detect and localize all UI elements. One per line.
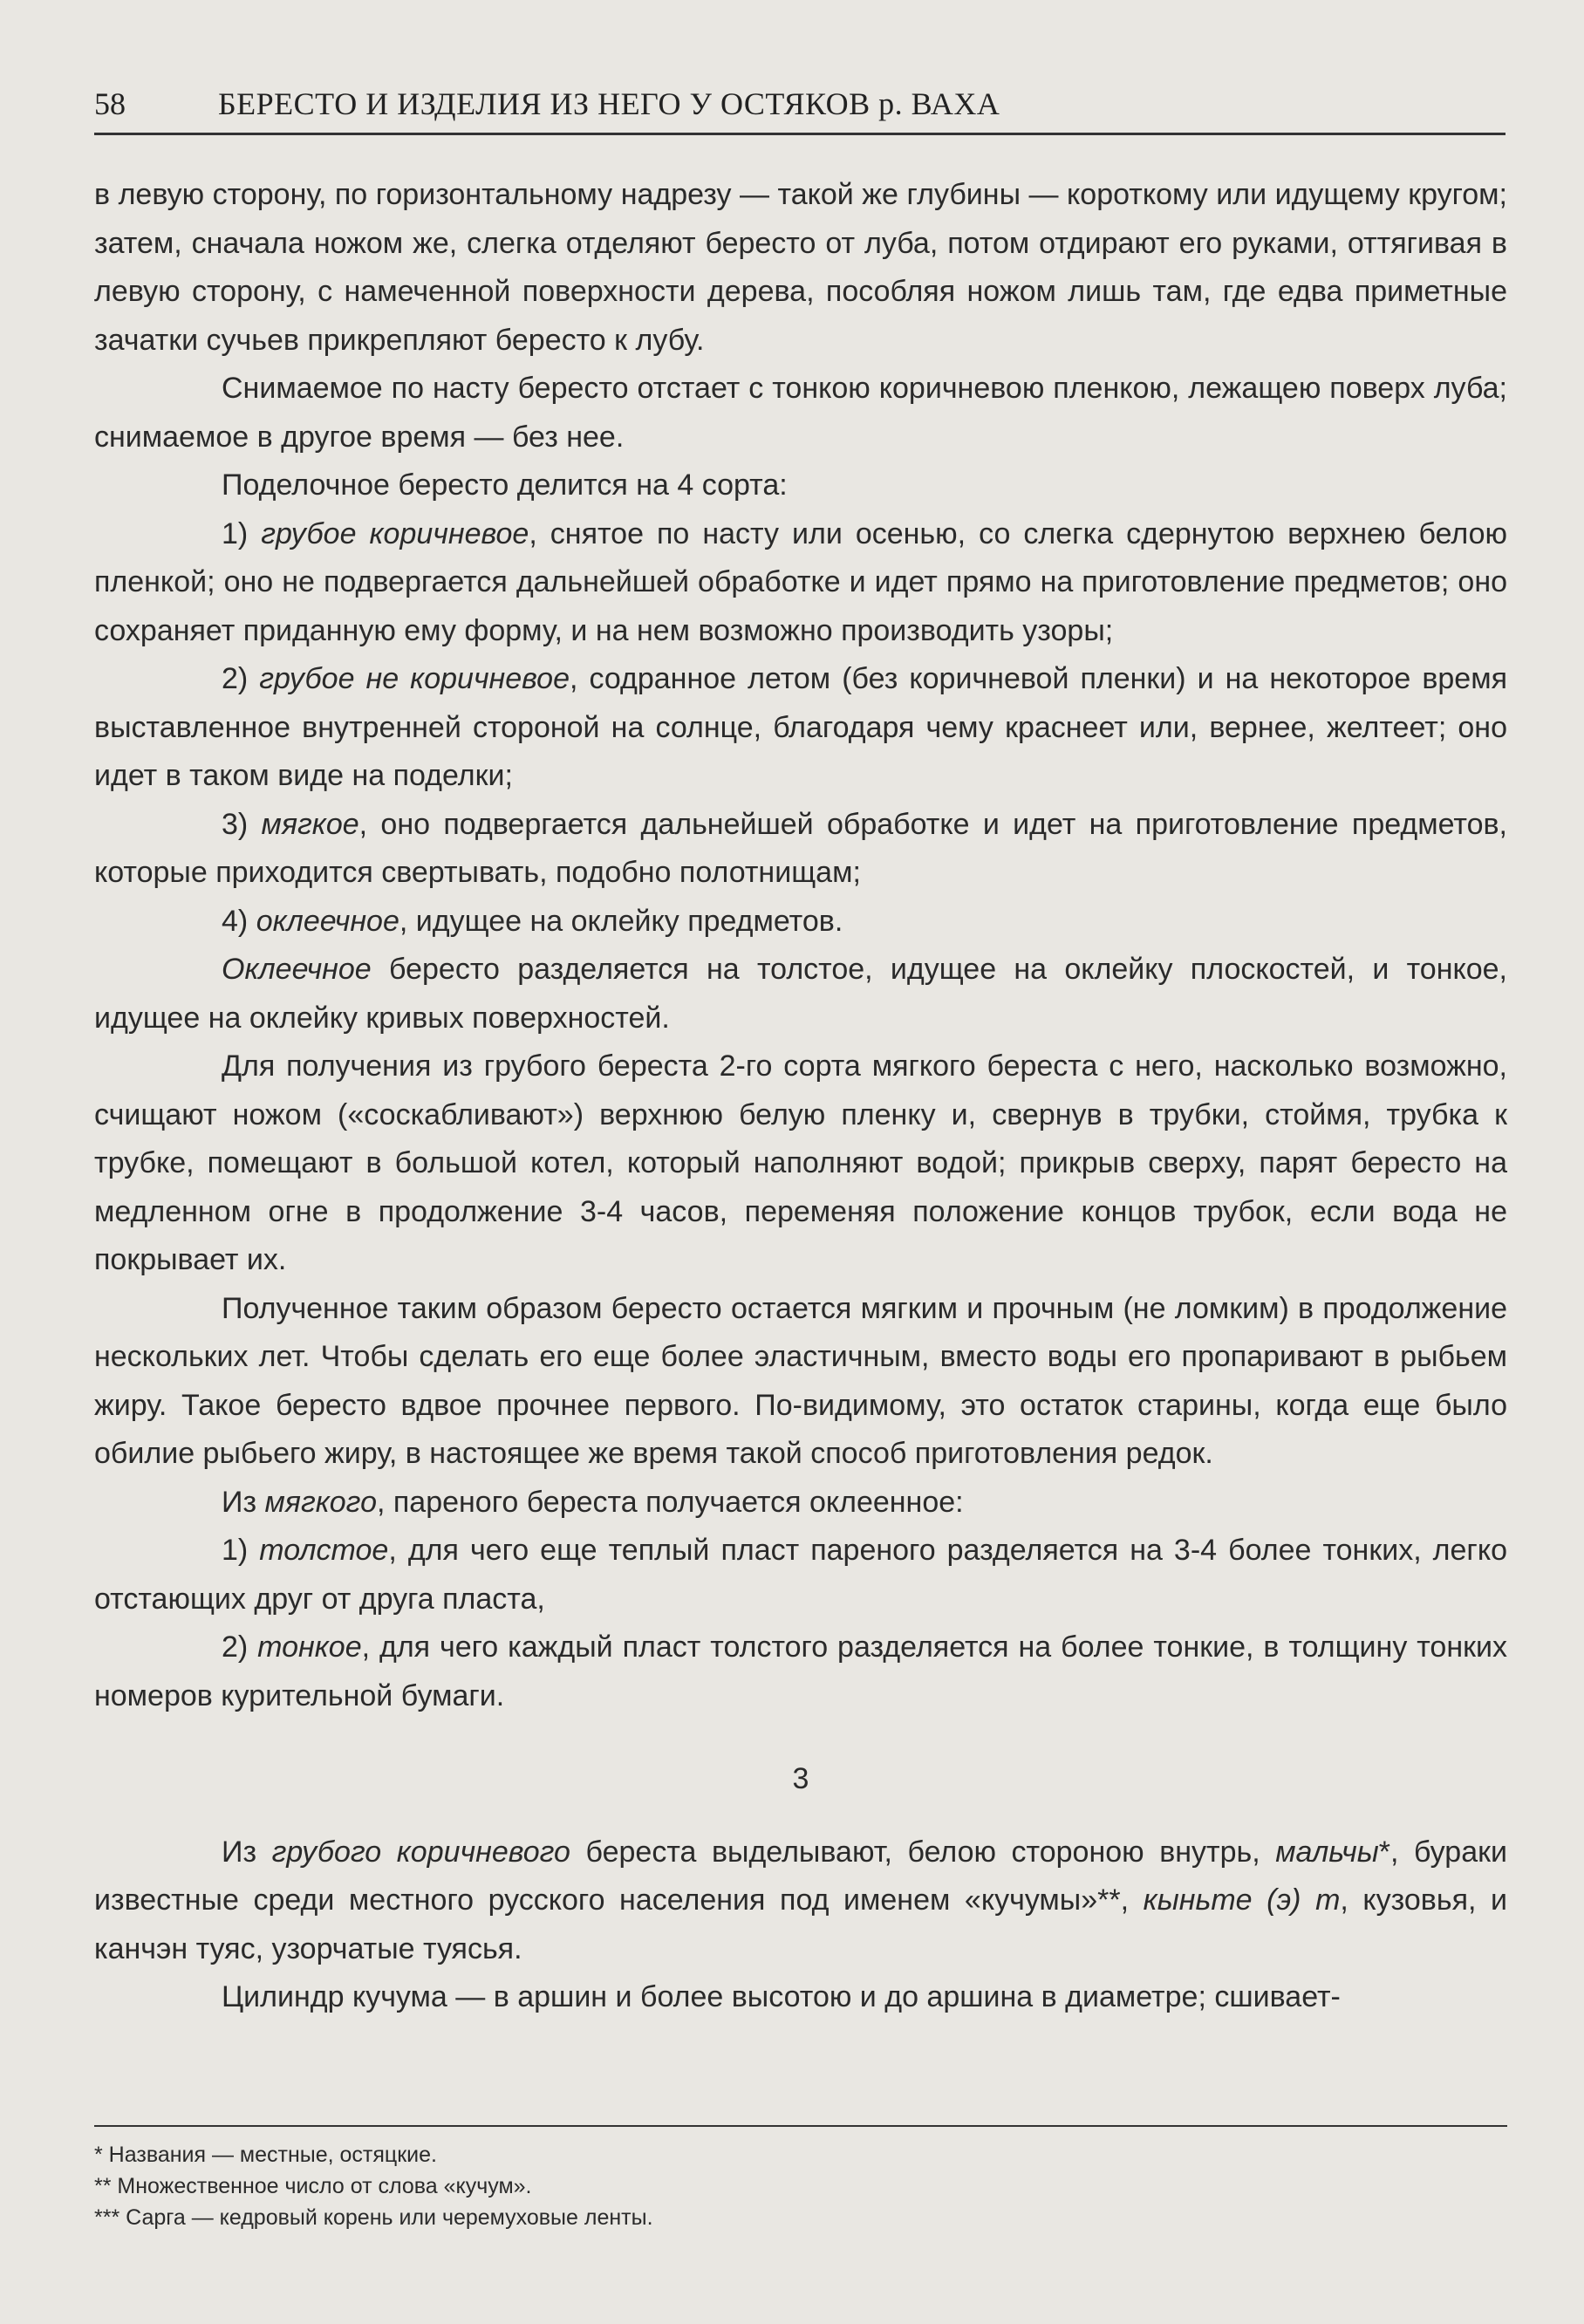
paragraph xyxy=(94,510,1507,656)
paragraph xyxy=(94,1479,1507,1528)
text-block-2 xyxy=(94,1828,1507,2022)
text-run: *, бураки известные среди местного русского населения под именем «кучумы»**, xyxy=(94,1835,1507,1917)
paragraph xyxy=(94,1623,1507,1720)
italic-term: оклеечное xyxy=(256,904,399,938)
text-run: 3) xyxy=(222,807,262,841)
text-run: 1) xyxy=(222,1534,260,1567)
italic-term: грубое не коричневое xyxy=(259,662,570,695)
footnotes xyxy=(94,2139,1507,2233)
text-run: , для чего каждый пласт толстого разделяется на более тонкие, в толщину тонких номеров курительной бумаги. xyxy=(94,1630,1507,1712)
italic-term: грубое коричневое xyxy=(261,516,529,550)
italic-term: мягкое xyxy=(261,807,359,841)
italic-term: кыньте (э) т xyxy=(1143,1883,1341,1917)
main-text xyxy=(94,171,1507,2022)
paragraph xyxy=(94,1828,1507,1974)
text-run: в левую сторону, по горизонтальному надрезу — такой же глубины — короткому или идущему кругом; затем, сначала ножом же, слегка отделяют бересто от луба, потом отдирают его руками, оттягивая в левую сторону, с намеченной поверхности дерева, пособляя ножом лишь там, где едва приметные зачатки сучьев прикрепляют бересто к лубу. xyxy=(94,178,1507,357)
text-run: , пареного береста получается оклеенное: xyxy=(376,1485,964,1519)
text-block-1 xyxy=(94,171,1507,1720)
footnote-divider xyxy=(94,2125,1507,2127)
text-run: Снимаемое по насту бересто отстает с тонкою коричневою пленкою, лежащею поверх луба; снимаемое в другое время — без нее. xyxy=(94,372,1507,454)
text-run: Из xyxy=(222,1835,272,1869)
italic-term: тонкое xyxy=(257,1630,362,1664)
paragraph xyxy=(94,171,1507,365)
text-run: Цилиндр кучума — в аршин и более высотою и до аршина в диаметре; сшивает- xyxy=(222,1980,1341,2013)
text-run: 2) xyxy=(222,662,260,695)
paragraph xyxy=(94,898,1507,947)
paragraph xyxy=(94,1285,1507,1479)
text-run: 1) xyxy=(222,516,262,550)
paragraph xyxy=(94,655,1507,801)
text-run: , оно подвергается дальнейшей обработке и идет на приготовление предметов, которые приходится свертывать, подобно полотнищам; xyxy=(94,807,1507,889)
paragraph xyxy=(94,1042,1507,1285)
text-run: Поделочное бересто делится на 4 сорта: xyxy=(222,468,788,502)
paragraph xyxy=(94,946,1507,1042)
paragraph xyxy=(94,1527,1507,1623)
italic-term: грубого коричневого xyxy=(271,1835,570,1869)
footnote: *** Сарга — кедровый корень или черемуховые ленты. xyxy=(94,2205,653,2230)
italic-term: мягкого xyxy=(264,1485,377,1519)
text-run: 2) xyxy=(222,1630,258,1664)
footnote: * Названия — местные, остяцкие. xyxy=(94,2143,437,2167)
running-header xyxy=(94,80,1505,135)
text-run: 4) xyxy=(222,904,256,938)
text-run: , идущее на оклейку предметов. xyxy=(399,904,843,938)
paragraph xyxy=(94,801,1507,898)
paragraph xyxy=(94,1973,1507,2022)
paragraph xyxy=(94,461,1507,510)
text-run: Полученное таким образом бересто остается мягким и прочным (не ломким) в продолжение нескольких лет. Чтобы сделать его еще более эластичным, вместо воды его пропаривают в рыбьем жиру. Такое бересто вдвое прочнее первого. По-видимому, это остаток старины, когда еще было обилие рыбьего жиру, в настоящее же время такой способ приготовления редок. xyxy=(94,1291,1507,1470)
text-run: , для чего еще теплый пласт пареного разделяется на 3-4 более тонких, легко отстающих друг от друга пласта, xyxy=(94,1534,1507,1616)
text-run: береста выделывают, белою стороною внутрь, xyxy=(570,1835,1276,1869)
text-run: , снятое по насту или осенью, со слегка сдернутою верхнею белою пленкой; оно не подвергается дальнейшей обработке и идет прямо на приготовление предметов; оно сохраняет приданную ему форму, и на нем возможно производить узоры; xyxy=(94,516,1507,647)
italic-term: толстое xyxy=(259,1534,389,1567)
paragraph xyxy=(94,365,1507,461)
italic-term: Оклеечное xyxy=(222,953,372,986)
footnote: ** Множественное число от слова «кучум». xyxy=(94,2174,532,2198)
text-run: бересто разделяется на толстое, идущее на оклейку плоскостей, и тонкое, идущее на оклейку кривых поверхностей. xyxy=(94,953,1507,1035)
text-run: Для получения из грубого береста 2-го сорта мягкого береста с него, насколько возможно, счищают ножом («соскабливают») верхнюю белую пленку и, свернув в трубки, стоймя, трубка к трубке, помещают в большой котел, который наполняют водой; прикрыв сверху, парят бересто на медленном огне в продолжение 3-4 часов, переменяя положение концов трубок, если вода не покрывает их. xyxy=(94,1049,1507,1276)
text-run: Из xyxy=(222,1485,265,1519)
running-title: БЕРЕСТО И ИЗДЕЛИЯ ИЗ НЕГО У ОСТЯКОВ р. ВАХА xyxy=(218,86,1000,121)
italic-term: мальчы xyxy=(1275,1835,1379,1869)
page-number: 58 xyxy=(94,86,126,121)
text-run: , содранное летом (без коричневой пленки) и на некоторое время выставленное внутренней стороной на солнце, благодаря чему краснеет или, вернее, желтеет; оно идет в таком виде на поделки; xyxy=(94,662,1507,792)
text-run: , кузовья, и канчэн туяс, узорчатые туясья. xyxy=(94,1883,1507,1965)
section-number: 3 xyxy=(792,1762,809,1795)
